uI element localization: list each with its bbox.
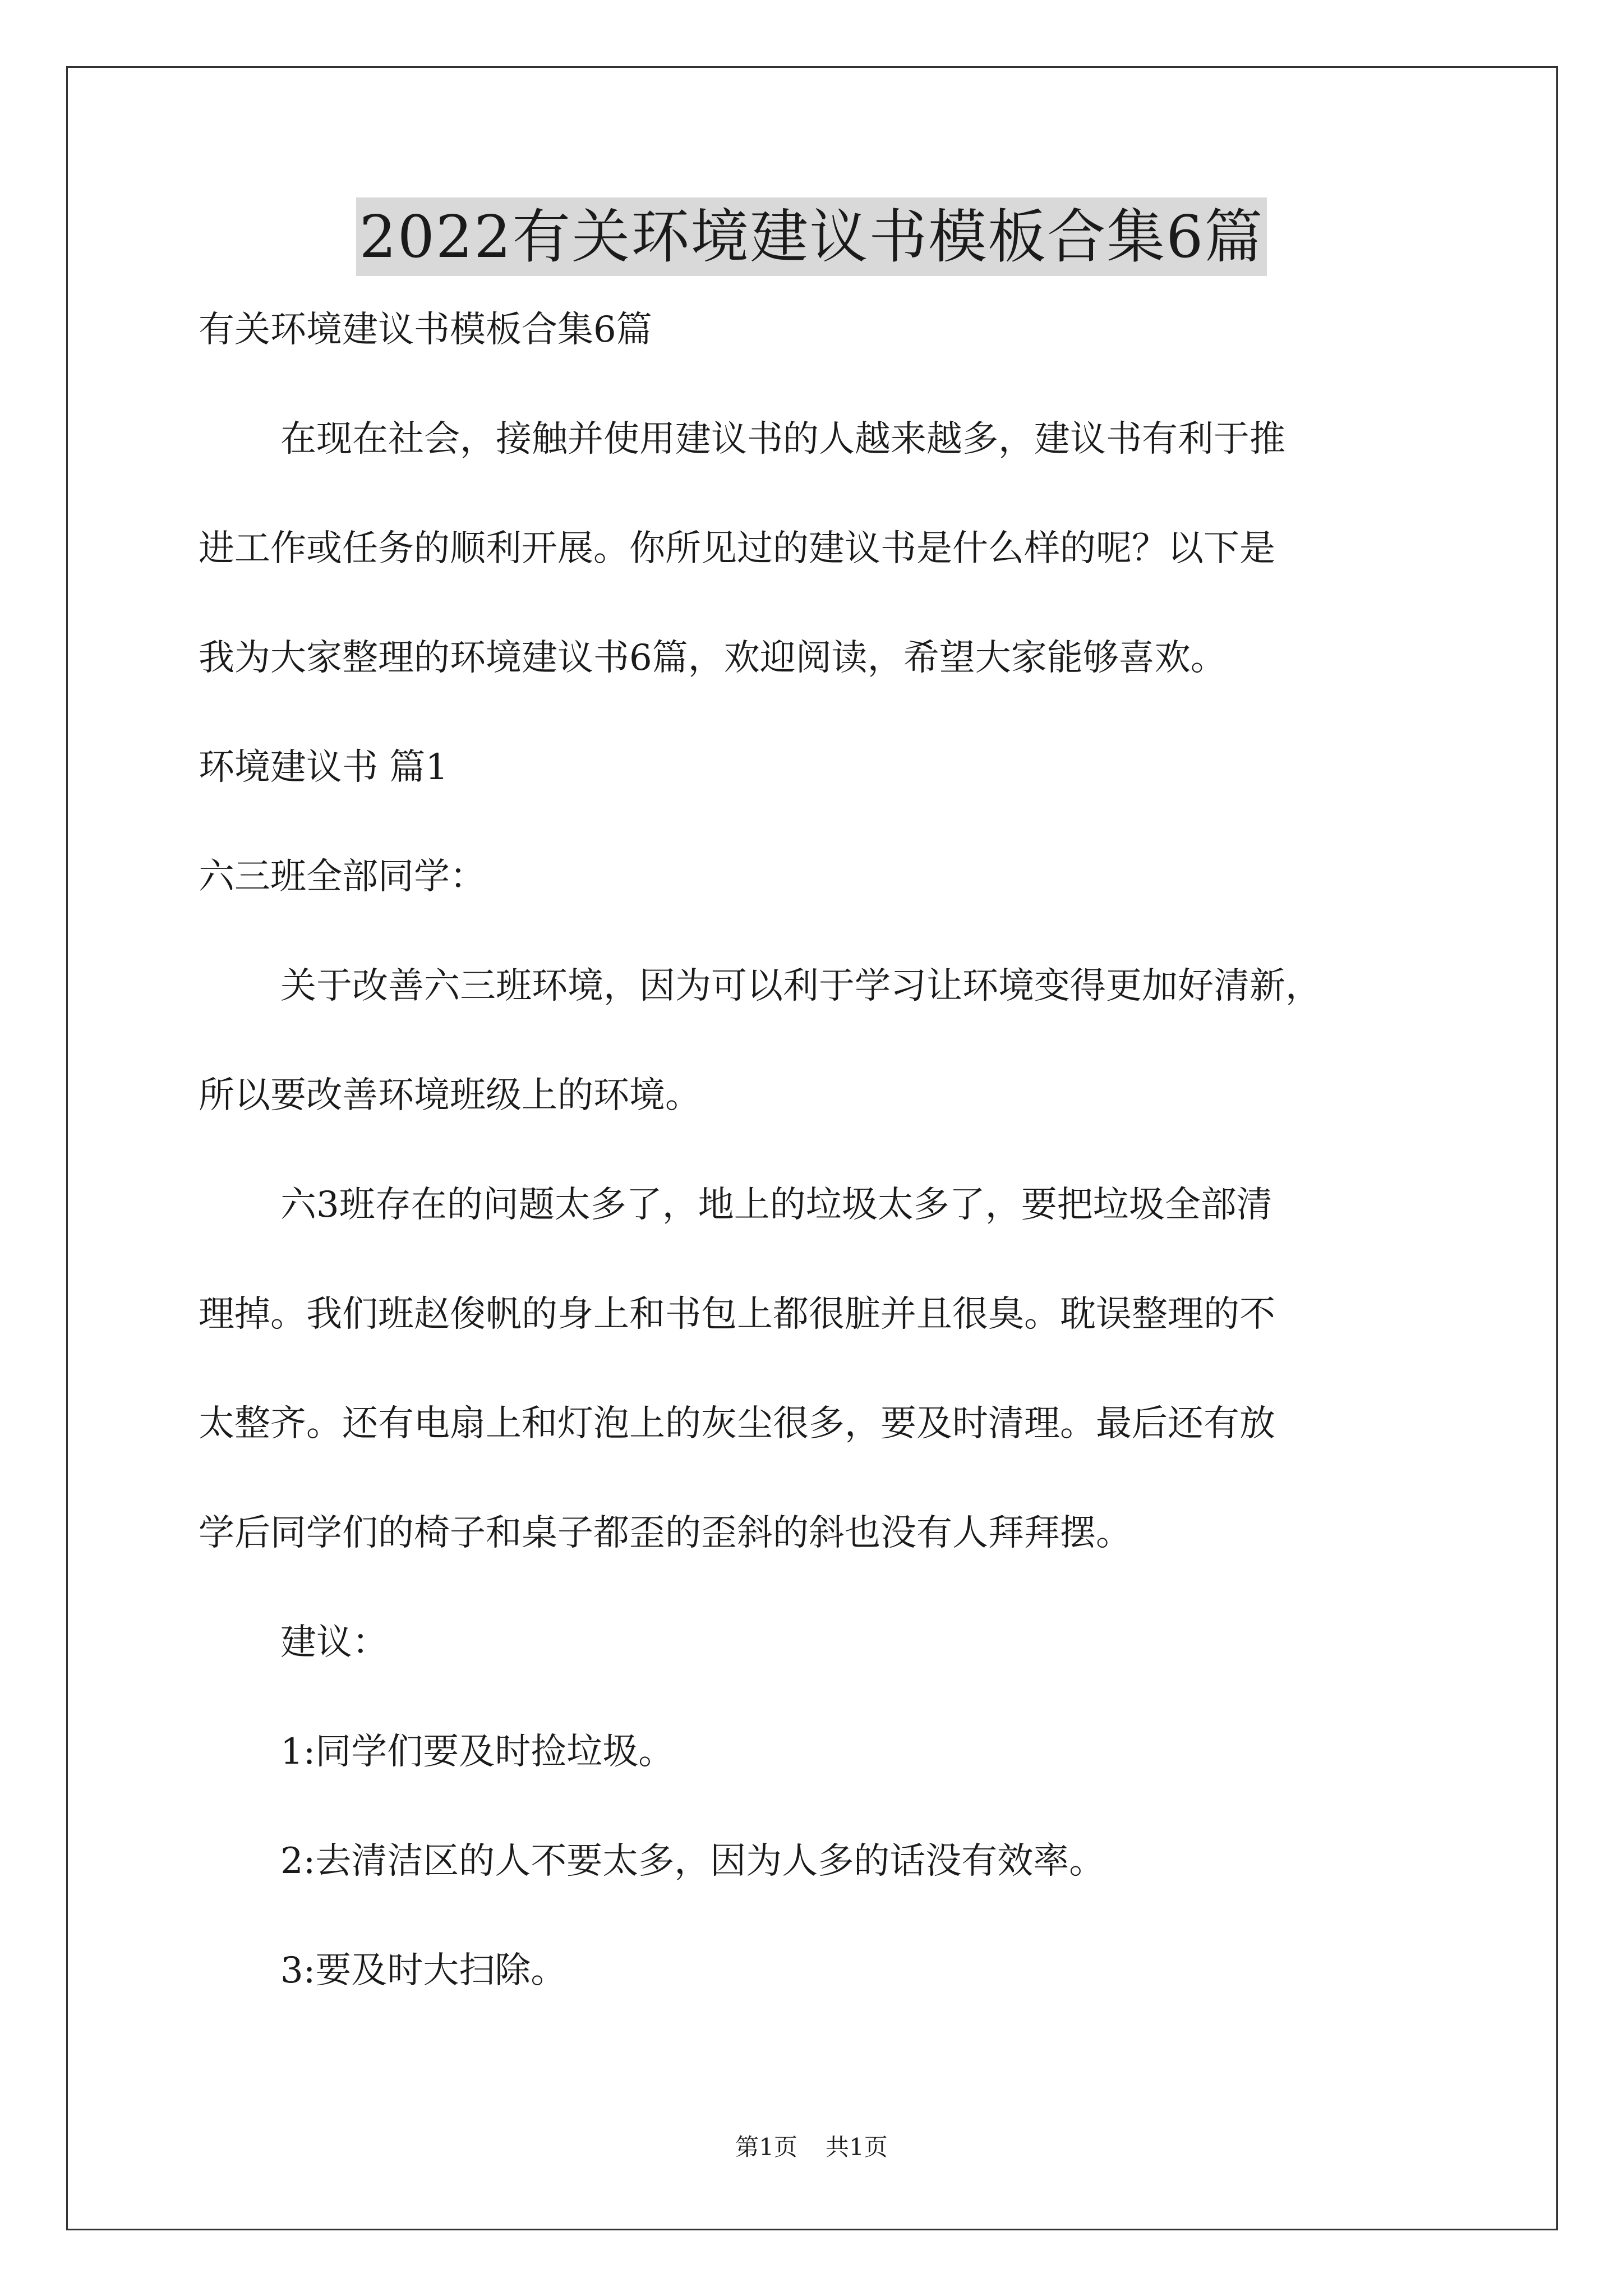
paragraph-1-line-1: 关于改善六三班环境，因为可以利于学习让环境变得更加好清新， [280, 965, 1321, 1007]
title-container [0, 197, 1623, 276]
paragraph-1-line-2: 所以要改善环境班级上的环境。 [199, 1075, 701, 1116]
intro-line-3: 我为大家整理的环境建议书6篇，欢迎阅读，希望大家能够喜欢。 [199, 637, 1227, 679]
document-body [199, 303, 1432, 1998]
paragraph-2-line-2: 理掉。我们班赵俊帆的身上和书包上都很脏并且很臭。耽误整理的不 [199, 1294, 1275, 1335]
salutation: 六三班全部同学： [199, 856, 486, 898]
page-footer [0, 2131, 1623, 2164]
suggestion-item-3: 3:要及时大扫除。 [280, 1950, 567, 1991]
section-heading: 环境建议书 篇1 [199, 747, 449, 788]
page-total: 共1页 [826, 2133, 888, 2161]
paragraph-2-line-1: 六3班存在的问题太多了，地上的垃圾太多了，要把垃圾全部清 [280, 1184, 1272, 1226]
suggestion-item-2: 2:去清洁区的人不要太多，因为人多的话没有效率。 [280, 1841, 1105, 1882]
paragraph-2-line-4: 学后同学们的椅子和桌子都歪的歪斜的斜也没有人拜拜摆。 [199, 1512, 1132, 1554]
intro-line-1: 在现在社会，接触并使用建议书的人越来越多，建议书有利于推 [280, 418, 1285, 460]
subtitle-line: 有关环境建议书模板合集6篇 [199, 309, 652, 351]
suggestion-item-1: 1:同学们要及时捡垃圾。 [280, 1731, 675, 1773]
paragraph-2-line-3: 太整齐。还有电扇上和灯泡上的灰尘很多，要及时清理。最后还有放 [199, 1403, 1275, 1444]
document-title: 2022有关环境建议书模板合集6篇 [356, 197, 1267, 276]
intro-line-2: 进工作或任务的顺利开展。你所见过的建议书是什么样的呢？以下是 [199, 528, 1275, 569]
page-number: 第1页 [735, 2133, 797, 2161]
suggestions-heading: 建议： [280, 1622, 388, 1663]
